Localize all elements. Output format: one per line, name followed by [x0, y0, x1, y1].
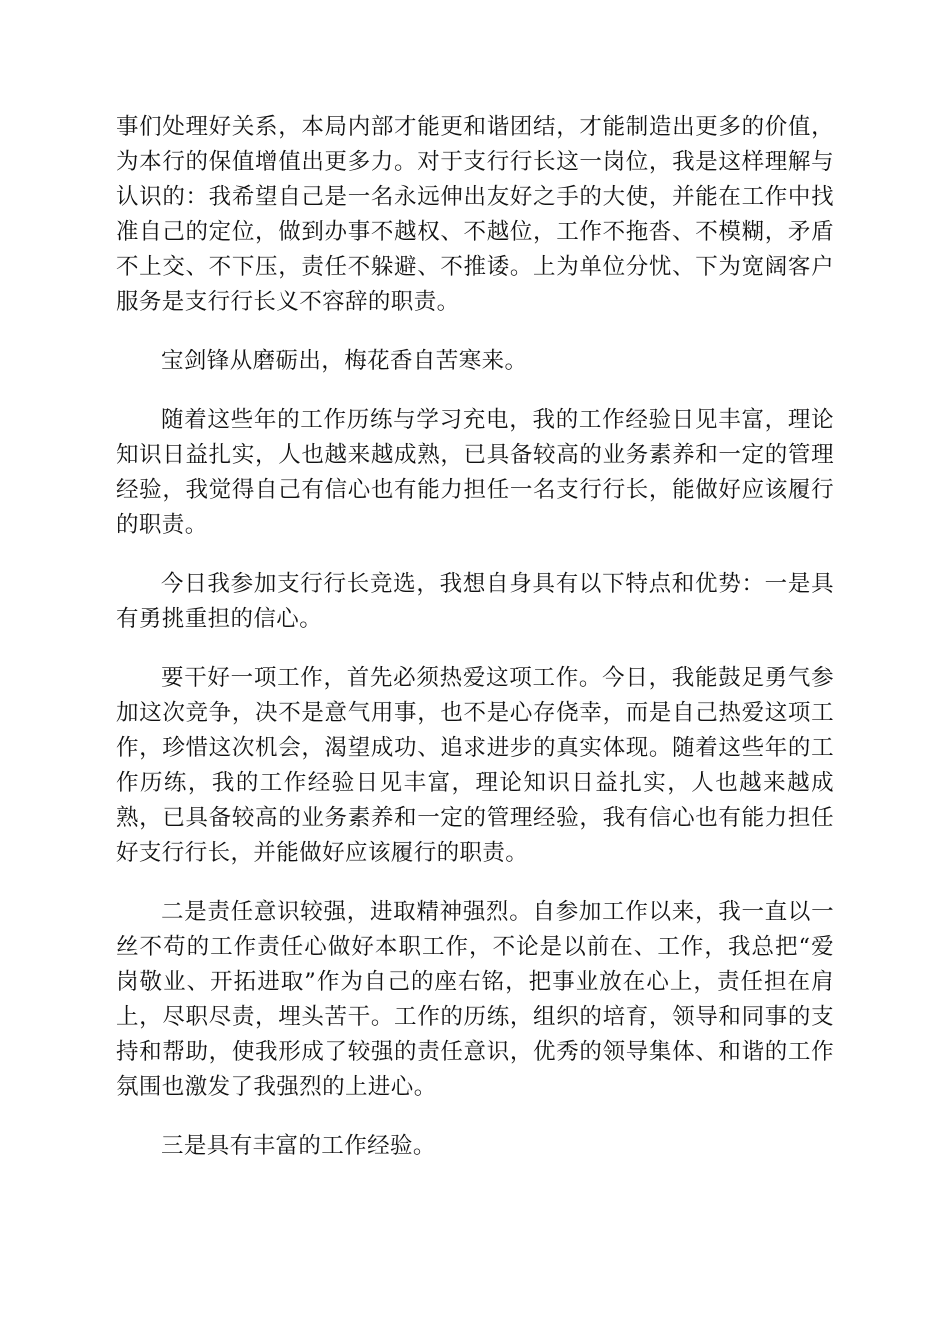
paragraph-3: 随着这些年的工作历练与学习充电，我的工作经验日见丰富，理论知识日益扎实，人也越来越成熟，已具备较高的业务素养和一定的管理经验，我觉得自己有信心也有能力担任一名支行行长，能做好应该履行的职责。 [116, 407, 834, 538]
paragraph-4: 今日我参加支行行长竞选，我想自身具有以下特点和优势：一是具有勇挑重担的信心。 [116, 571, 834, 632]
paragraph-5: 要干好一项工作，首先必须热爱这项工作。今日，我能鼓足勇气参加这次竞争，决不是意气用事，也不是心存侥幸，而是自己热爱这项工作，珍惜这次机会，渴望成功、追求进步的真实体现。随着这些年的工作历练，我的工作经验日见丰富，理论知识日益扎实，人也越来越成熟，已具备较高的业务素养和一定的管理经验，我有信心也有能力担任好支行行长，并能做好应该履行的职责。 [116, 665, 834, 866]
paragraph-6: 二是责任意识较强，进取精神强烈。自参加工作以来，我一直以一丝不苟的工作责任心做好本职工作，不论是以前在、工作，我总把“爱岗敬业、开拓进取”作为自己的座右铭，把事业放在心上，责任担在肩上，尽职尽责，埋头苦干。工作的历练，组织的培育，领导和同事的支持和帮助，使我形成了较强的责任意识，优秀的领导集体、和谐的工作氛围也激发了我强烈的上进心。 [116, 899, 834, 1100]
paragraph-2: 宝剑锋从磨砺出，梅花香自苦寒来。 [161, 348, 528, 374]
paragraph-1: 事们处理好关系，本局内部才能更和谐团结，才能制造出更多的价值，为本行的保值增值出更多力。对于支行行长这一岗位，我是这样理解与认识的：我希望自己是一名永远伸出友好之手的大使，并能在工作中找准自己的定位，做到办事不越权、不越位，工作不拖沓、不模糊，矛盾不上交、不下压，责任不躲避、不推诿。上为单位分忧、下为宽阔客户服务是支行行长义不容辞的职责。 [116, 114, 834, 315]
paragraph-7: 三是具有丰富的工作经验。 [161, 1133, 436, 1159]
